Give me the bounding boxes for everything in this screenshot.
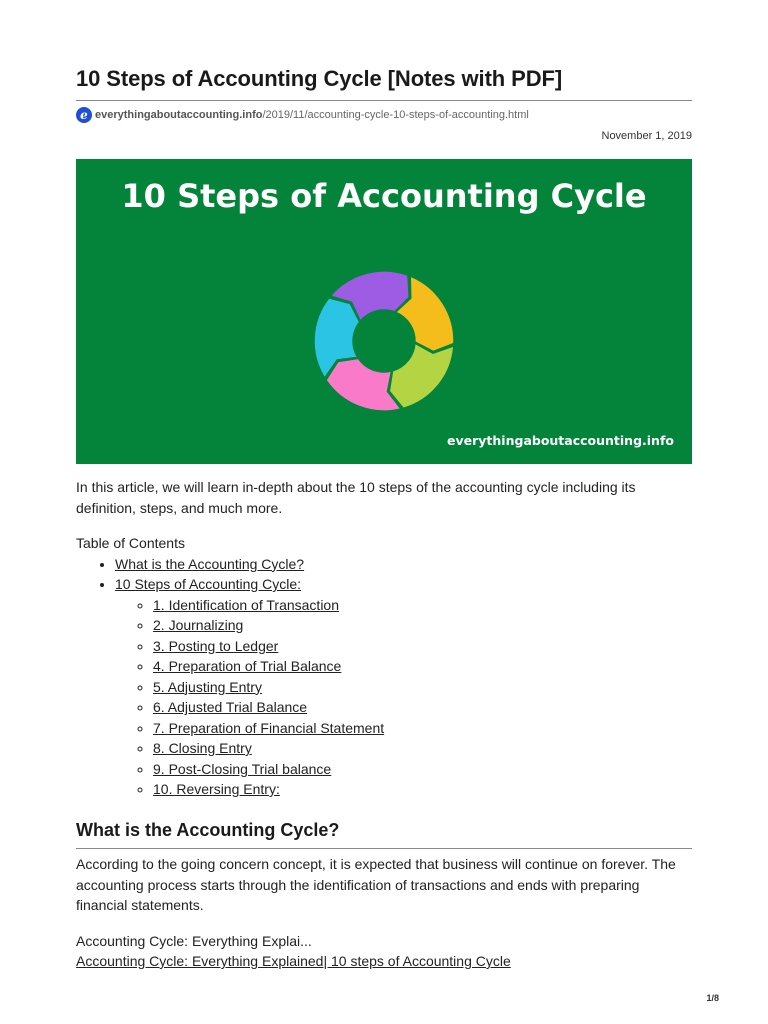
section-heading: What is the Accounting Cycle? [76,820,340,840]
toc-title: Table of Contents [76,535,185,551]
toc-link-step-10[interactable]: 10. Reversing Entry: [153,781,280,797]
section-paragraph: According to the going concern concept, it is expected that business will continue on forever. The accounting process starts through the identification of transactions and ends with preparing financial statements. [76,856,676,913]
toc-link-step-2[interactable]: 2. Journalizing [153,617,244,633]
toc-sublist [115,595,692,800]
section-divider [76,848,692,849]
page-number: 1/8 [706,993,719,1003]
banner-title: 10 Steps of Accounting Cycle [121,177,647,215]
toc-subitem [153,636,692,657]
toc-list [76,554,692,800]
hero-banner-image [76,159,692,464]
video-link[interactable]: Accounting Cycle: Everything Explained| 10 steps of Accounting Cycle [76,953,511,969]
toc-link-step-3[interactable]: 3. Posting to Ledger [153,637,279,654]
video-caption: Accounting Cycle: Everything Explai... [76,933,312,949]
site-logo-icon: e [76,107,92,123]
toc-subitem [153,738,692,759]
toc-link-step-9[interactable]: 9. Post-Closing Trial balance [153,760,332,777]
toc-subitem [153,615,692,636]
cycle-segment-2 [389,343,454,408]
toc-link-step-4[interactable]: 4. Preparation of Trial Balance [153,658,342,674]
accounting-cycle-icon [298,255,470,427]
toc-link-step-8[interactable]: 8. Closing Entry [153,740,252,756]
toc-subitem [153,697,692,718]
toc-link-step-7[interactable]: 7. Preparation of Financial Statement [153,719,385,736]
source-domain[interactable]: everythingaboutaccounting.info [95,109,263,121]
toc-subitem [153,759,692,780]
toc-subitem [153,779,692,800]
toc-subitem [153,718,692,739]
source-path[interactable]: /2019/11/accounting-cycle-10-steps-of-accounting.html [262,109,529,121]
table-of-contents [76,533,692,800]
source-line [76,106,529,124]
banner-site-label: everythingaboutaccounting.info [447,433,674,448]
article-title: 10 Steps of Accounting Cycle [Notes with PDF] [76,66,563,91]
toc-subitem [153,595,692,616]
toc-link-what-is-cycle[interactable]: What is the Accounting Cycle? [115,555,305,572]
intro-paragraph: In this article, we will learn in-depth about the 10 steps of the accounting cycle including its definition, steps, and much more. [76,479,636,516]
publish-date: November 1, 2019 [601,130,692,142]
toc-link-ten-steps[interactable]: 10 Steps of Accounting Cycle: [115,576,301,592]
toc-subitem [153,656,692,677]
toc-link-step-6[interactable]: 6. Adjusted Trial Balance [153,699,308,715]
toc-item [115,554,692,575]
toc-link-step-1[interactable]: 1. Identification of Transaction [153,596,339,613]
toc-subitem [153,677,692,698]
toc-link-step-5[interactable]: 5. Adjusting Entry [153,678,262,695]
title-divider [76,100,692,101]
toc-item [115,574,692,800]
